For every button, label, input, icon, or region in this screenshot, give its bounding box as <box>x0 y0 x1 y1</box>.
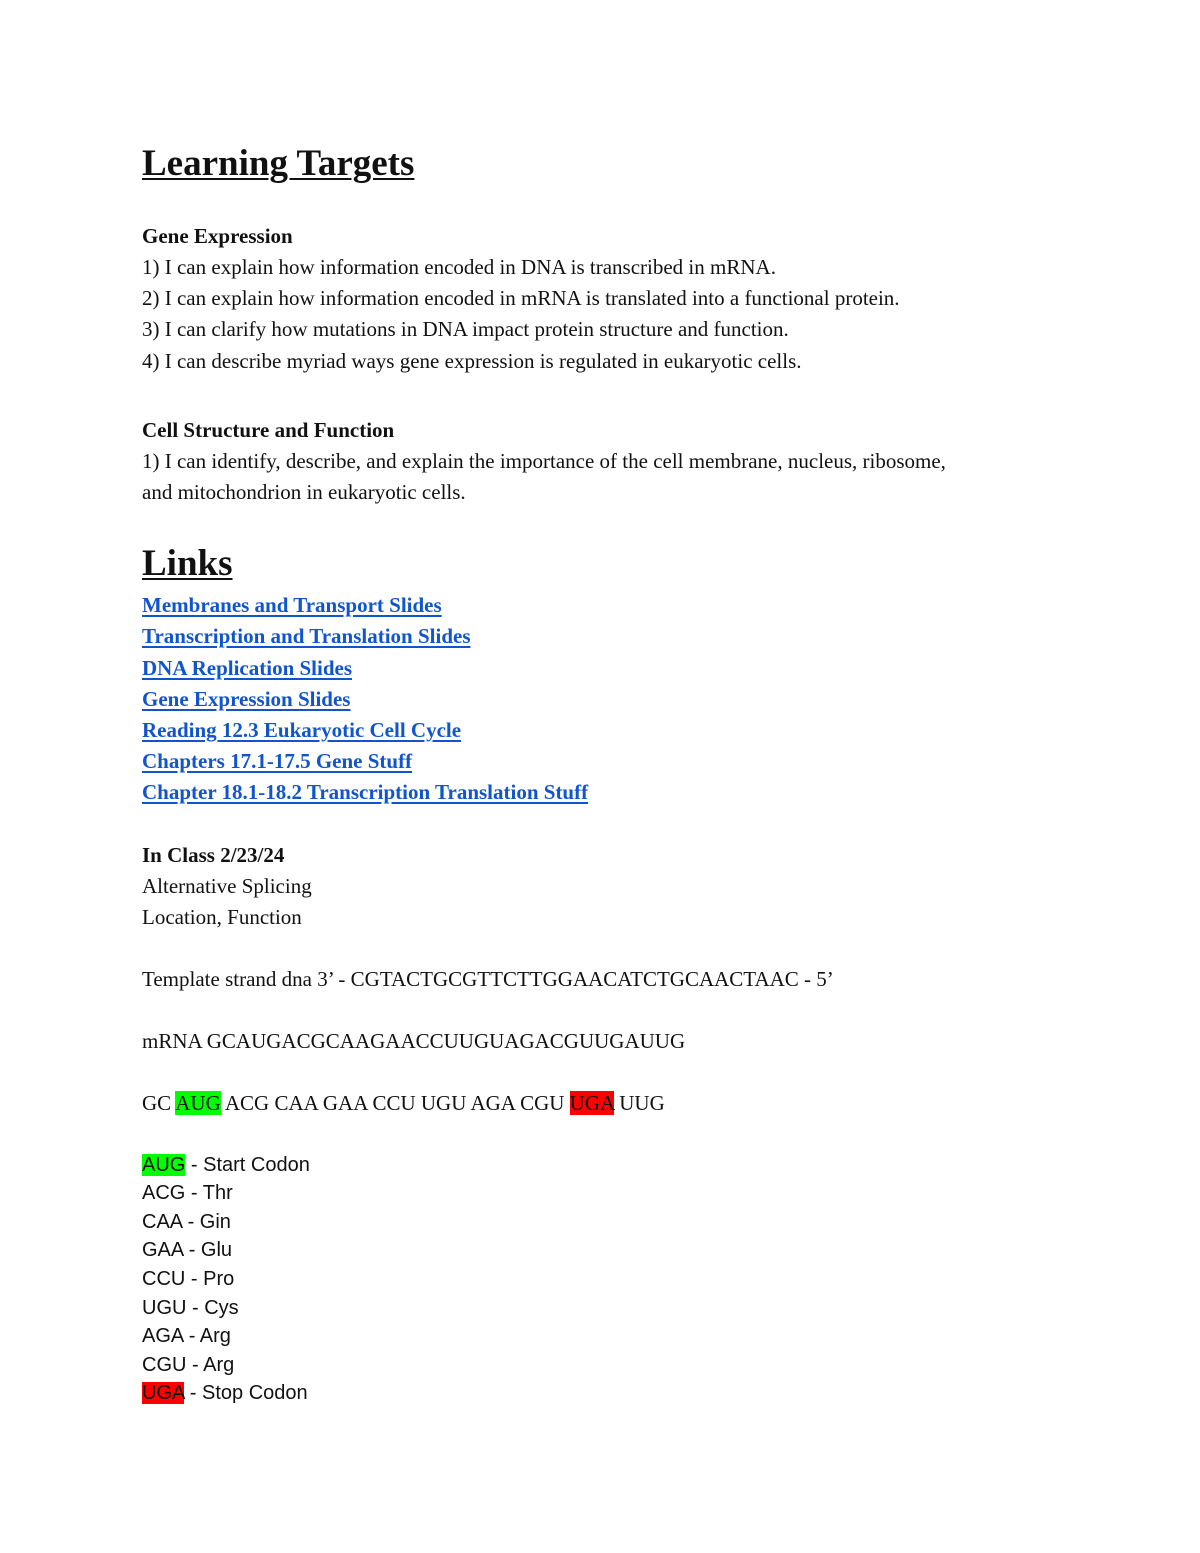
codon-item: ACG - Thr <box>142 1182 233 1205</box>
gene-expression-target: 4) I can describe myriad ways gene expression is regulated in eukaryotic cells. <box>142 348 802 373</box>
document-page <box>142 142 1072 1408</box>
codon-suffix: UUG <box>614 1091 665 1116</box>
links-list <box>142 590 1072 808</box>
gene-expression-target: 1) I can explain how information encoded in DNA is transcribed in mRNA. <box>142 255 776 279</box>
learning-targets-heading: Learning Targets <box>142 143 415 184</box>
stop-codon-highlight: UGA <box>569 1091 614 1116</box>
in-class-note: Alternative Splicing <box>142 873 312 898</box>
stop-codon-label: UGA <box>142 1382 185 1405</box>
template-strand: Template strand dna 3’ - CGTACTGCGTTCTTGGAACATCTGCAACTAAC - 5’ <box>142 967 834 992</box>
gene-expression-target: 3) I can clarify how mutations in DNA impact protein structure and function. <box>142 317 789 342</box>
codon-item-start <box>142 1151 1072 1180</box>
in-class-note: Location, Function <box>142 904 302 929</box>
start-codon-label: AUG <box>142 1153 186 1176</box>
codon-item: CGU - Arg <box>142 1353 235 1376</box>
start-codon-highlight: AUG <box>175 1091 221 1116</box>
link-gene-expression-slides[interactable]: Gene Expression Slides <box>142 686 351 711</box>
codon-item: CAA - Gin <box>142 1210 231 1233</box>
link-transcription-translation-slides[interactable]: Transcription and Translation Slides <box>142 624 471 649</box>
link-dna-replication-slides[interactable]: DNA Replication Slides <box>142 655 353 680</box>
start-codon-meaning: - Start Codon <box>185 1153 310 1176</box>
codon-item: AGA - Arg <box>142 1325 231 1348</box>
in-class-heading: In Class 2/23/24 <box>142 842 285 867</box>
codon-prefix: GC <box>142 1091 176 1116</box>
link-membranes-transport-slides[interactable]: Membranes and Transport Slides <box>142 593 442 618</box>
codon-list <box>142 1151 1072 1408</box>
gene-expression-heading: Gene Expression <box>142 224 293 248</box>
codon-item: UGU - Cys <box>142 1296 239 1319</box>
gene-expression-target: 2) I can explain how information encoded in mRNA is translated into a functional protein. <box>142 286 900 311</box>
link-chapters-17[interactable]: Chapters 17.1-17.5 Gene Stuff <box>142 749 413 774</box>
link-reading-cell-cycle[interactable]: Reading 12.3 Eukaryotic Cell Cycle <box>142 718 462 743</box>
link-chapter-18[interactable]: Chapter 18.1-18.2 Transcription Translation Stuff <box>142 780 589 805</box>
links-heading: Links <box>142 543 233 585</box>
codon-item: CCU - Pro <box>142 1268 235 1291</box>
codon-middle: ACG CAA GAA CCU UGU AGA CGU <box>220 1091 570 1116</box>
stop-codon-meaning: - Stop Codon <box>184 1382 308 1405</box>
codon-line <box>142 1088 1072 1119</box>
codon-item: GAA - Glu <box>142 1239 233 1262</box>
cell-structure-target: 1) I can identify, describe, and explain the importance of the cell membrane, nucleus, ribosome, <box>142 448 946 473</box>
cell-structure-heading: Cell Structure and Function <box>142 417 395 442</box>
cell-structure-target-continued: and mitochondrion in eukaryotic cells. <box>142 480 466 505</box>
mrna-sequence: mRNA GCAUGACGCAAGAACCUUGUAGACGUUGAUUG <box>142 1029 686 1054</box>
codon-item-stop <box>142 1379 1072 1408</box>
